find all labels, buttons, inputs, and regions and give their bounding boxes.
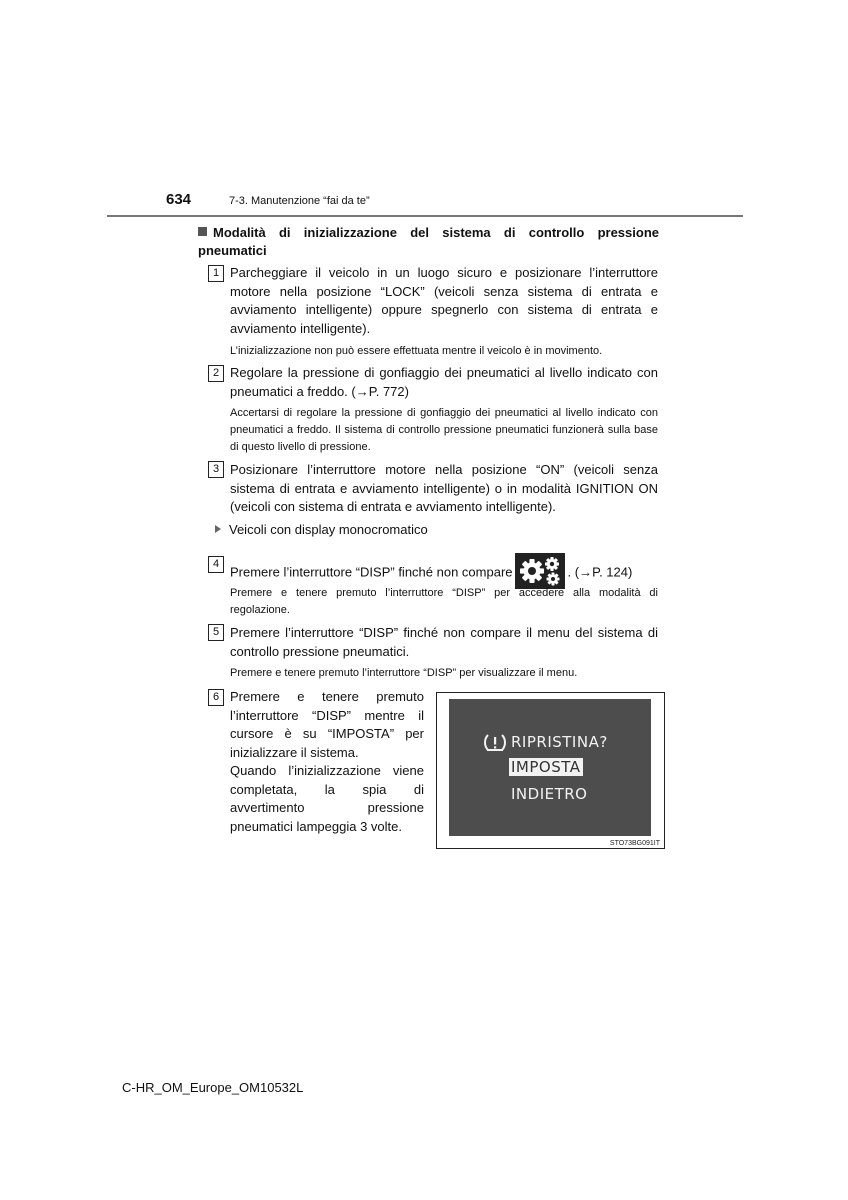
step-number-6: 6 [208,689,224,706]
reset-prompt: RIPRISTINA? [511,733,608,751]
step-6-text-completion: Quando l’inizializzazione viene completata, la spia di avvertimento pressione pneumatici lampeggia 3 volte. [230,763,424,834]
step-2-text: Regolare la pressione di gonfiaggio dei pneumatici al livello indicato con pneumatici a freddo. (→P. 772) [230,365,658,399]
heading-text: Modalità di inizializzazione del sistema di controllo pressione pneumatici [198,225,659,258]
step-number-4: 4 [208,556,224,573]
display-type-label: Veicoli con display monocromatico [229,522,428,537]
step-6-text [230,688,424,836]
step-number-5: 5 [208,624,224,641]
step-2-note: Accertarsi di regolare la pressione di gonfiaggio dei pneumatici al livello indicato con pneumatici a freddo. Il sistema di controllo pressione pneumatici funzionerà sulla base di questo livello di pressione. [230,407,658,453]
step-1-note: L’inizializzazione non può essere effettuata mentre il veicolo è in movimento. [230,345,603,357]
menu-option-imposta: IMPOSTA [511,758,581,776]
document-footer: C-HR_OM_Europe_OM10532L [122,1080,304,1095]
gear-settings-icon [515,553,565,589]
step-4-text-after: . (→P. 124) [567,564,633,580]
step-6-text-main: Premere e tenere premuto l’interruttore “DISP” mentre il cursore è su “IMPOSTA” per inizializzare il sistema. [230,689,424,760]
menu-option-indietro: INDIETRO [511,785,588,803]
display-figure [436,692,665,849]
step-3-text: Posizionare l’interruttore motore nella posizione “ON” (veicoli senza sistema di entrata e avviamento intelligente) o in modalità IGNITION ON (veicoli con sistema di entrata e avviamento intelligente). [230,462,658,514]
step-number-3: 3 [208,461,224,478]
section-title: 7-3. Manutenzione “fai da te” [229,195,370,207]
tire-pressure-warning-icon [483,732,507,754]
section-heading [198,224,659,260]
step-5-text: Premere l’interruttore “DISP” finché non compare il menu del sistema di controllo pressione pneumatici. [230,625,658,659]
display-screen [449,699,651,836]
triangle-bullet-icon [215,525,221,533]
step-5-note: Premere e tenere premuto l’interruttore “DISP” per visualizzare il menu. [230,667,578,679]
step-number-1: 1 [208,265,224,282]
header-divider [107,215,743,217]
display-type-subheading [215,521,655,540]
step-1-text: Parcheggiare il veicolo in un luogo sicuro e posizionare l’interruttore motore nella posizione “LOCK” (veicoli senza sistema di entrata e avviamento intelligente) oppure spegnerlo con sistema di entrata e avviamento intelligente). [230,265,658,336]
step-number-2: 2 [208,365,224,382]
step-4-text-before: Premere l’interruttore “DISP” finché non compare [230,564,513,580]
square-bullet-icon [198,227,207,236]
page-number: 634 [166,191,192,208]
step-4-note: Premere e tenere premuto l’interruttore “DISP” per accedere alla modalità di regolazione. [230,587,658,616]
figure-code: STO73BG091IT [609,840,660,847]
